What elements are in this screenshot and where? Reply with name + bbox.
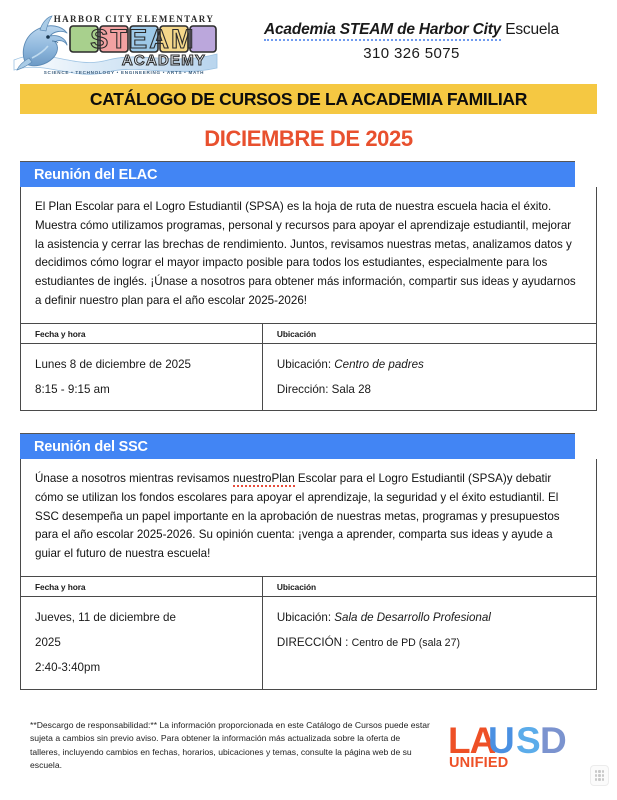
school-name-bold: Academia STEAM de Harbor City	[264, 21, 501, 41]
school-identity	[220, 8, 603, 62]
col-header-datetime: Fecha y hora	[21, 576, 263, 596]
cell-datetime	[21, 596, 263, 689]
section-ssc-table	[20, 576, 597, 690]
section-ssc-title: Reunión del SSC	[34, 438, 148, 455]
table-header-row	[21, 576, 597, 596]
school-name-line	[220, 21, 603, 39]
school-logo	[12, 8, 220, 80]
section-ssc-header	[20, 433, 575, 459]
dot	[602, 778, 604, 781]
address-value: Centro de PD (sala 27)	[351, 637, 460, 650]
elac-text: El Plan Escolar para el Logro Estudiantil (SPSA) es la hoja de ruta de nuestra escuela hacia el éxito. Muestra cómo utilizamos programas, personal y recursos para apoyar el aprendizaje estudiantil, mejorar la asistencia y cerrar las brechas de rendimiento. Juntos, revisamos nuestras metas, analizamos datos y decidimos cómo lograr el mayor impacto posible para todos los estudiantes, especialmente para los estudiantes de inglés. ¡Únase a nosotros para obtener más información, compartir sus ideas y ayudarnos a definir nuestro plan para el año escolar 2025-2026!	[35, 200, 576, 307]
table-row	[21, 596, 597, 689]
dot	[602, 770, 604, 773]
meeting-date: Lunes 8 de diciembre de 2025	[35, 357, 191, 371]
dolphin-steam-academy-logo	[12, 8, 220, 80]
catalog-title: CATÁLOGO DE CURSOS DE LA ACADEMIA FAMILIAR	[89, 88, 528, 109]
meeting-time: 2:40-3:40pm	[35, 661, 101, 675]
location-value: Centro de padres	[334, 357, 424, 371]
address-value: Sala 28	[331, 382, 371, 396]
disclaimer-text: **Descargo de responsabilidad:** La información proporcionada en este Catálogo de Cursos puede estar sujeta a cambios sin previo aviso. Para obtener la información más actualizada sobre la oferta de talleres, incluyendo cambios en fechas, horarios, ubicaciones y temas, consulte la página web de su escuela.	[30, 720, 430, 770]
lausd-s-text: S	[516, 721, 540, 761]
section-elac-table	[20, 323, 597, 411]
page-header	[0, 0, 617, 78]
school-name-rest: Escuela	[501, 21, 559, 38]
address-line	[277, 378, 596, 401]
lausd-unified-text: UNIFIED	[449, 755, 509, 771]
month-heading: DICIEMBRE DE 2025	[204, 126, 413, 151]
school-phone: 310 326 5075	[363, 44, 460, 62]
lausd-u-text: U	[488, 721, 514, 761]
section-elac-header	[20, 161, 575, 187]
dot	[598, 778, 600, 781]
dot	[598, 770, 600, 773]
cell-location	[262, 596, 596, 689]
section-ssc	[20, 433, 597, 689]
location-value: Sala de Desarrollo Profesional	[334, 610, 491, 624]
section-elac-description	[20, 187, 597, 323]
ssc-text-after: Escolar para el Logro Estudiantil (SPSA)y debatir cómo se utilizan los fondos escolares para apoyar el aprendizaje, la seguridad y el éxito estudiantil. El SSC desempeña un papel importante en la aprobación de nuestras metas, programas y presupuestos para el año escolar 2025-2026. Su opinión cuenta: ¡venga a aprender, comparta sus ideas y ayude a guiar el futuro de nuestra escuela!	[35, 472, 560, 561]
dot	[595, 774, 597, 777]
lausd-d-text: D	[540, 721, 566, 761]
catalog-title-banner	[20, 84, 597, 114]
dot	[602, 774, 604, 777]
location-label: Ubicación:	[276, 357, 335, 371]
svg-text:STEAM: STEAM	[90, 24, 196, 54]
meeting-date-part2: 2025	[35, 636, 61, 650]
dot	[595, 778, 597, 781]
ssc-misspelled-word: nuestroPlan	[232, 472, 295, 486]
table-header-row	[21, 323, 597, 343]
meeting-time: 8:15 - 9:15 am	[35, 382, 110, 396]
location-line	[277, 606, 596, 629]
cell-datetime	[21, 343, 263, 410]
logo-tagline: SCIENCE • TECHNOLOGY • ENGINEERING • ARTS • MATH	[43, 70, 205, 75]
col-header-datetime: Fecha y hora	[21, 323, 263, 343]
dot	[598, 774, 600, 777]
address-line	[277, 631, 596, 654]
section-ssc-description	[20, 459, 597, 576]
location-label: Ubicación:	[276, 610, 335, 624]
col-header-location: Ubicación	[262, 576, 596, 596]
table-row	[21, 343, 597, 410]
drag-handle-icon[interactable]	[590, 765, 609, 786]
address-label: Dirección:	[276, 382, 332, 396]
lausd-logo	[448, 719, 570, 776]
dot	[595, 770, 597, 773]
page-footer	[0, 719, 617, 776]
section-elac-title: Reunión del ELAC	[34, 166, 158, 183]
col-header-location: Ubicación	[262, 323, 596, 343]
cell-location	[262, 343, 596, 410]
ssc-text-before: Únase a nosotros mientras revisamos	[35, 472, 233, 486]
lausd-unified-logo	[448, 721, 570, 771]
meeting-date-part1: Jueves, 11 de diciembre de	[35, 610, 176, 624]
lausd-la-text: LA	[448, 721, 496, 761]
logo-steam-letters	[70, 24, 216, 54]
logo-top-text: HARBOR CITY ELEMENTARY	[53, 14, 215, 24]
logo-academy-text: ACADEMY	[121, 52, 207, 69]
section-elac	[20, 161, 597, 411]
address-label: DIRECCIÓN :	[276, 636, 352, 650]
location-line	[277, 353, 596, 376]
